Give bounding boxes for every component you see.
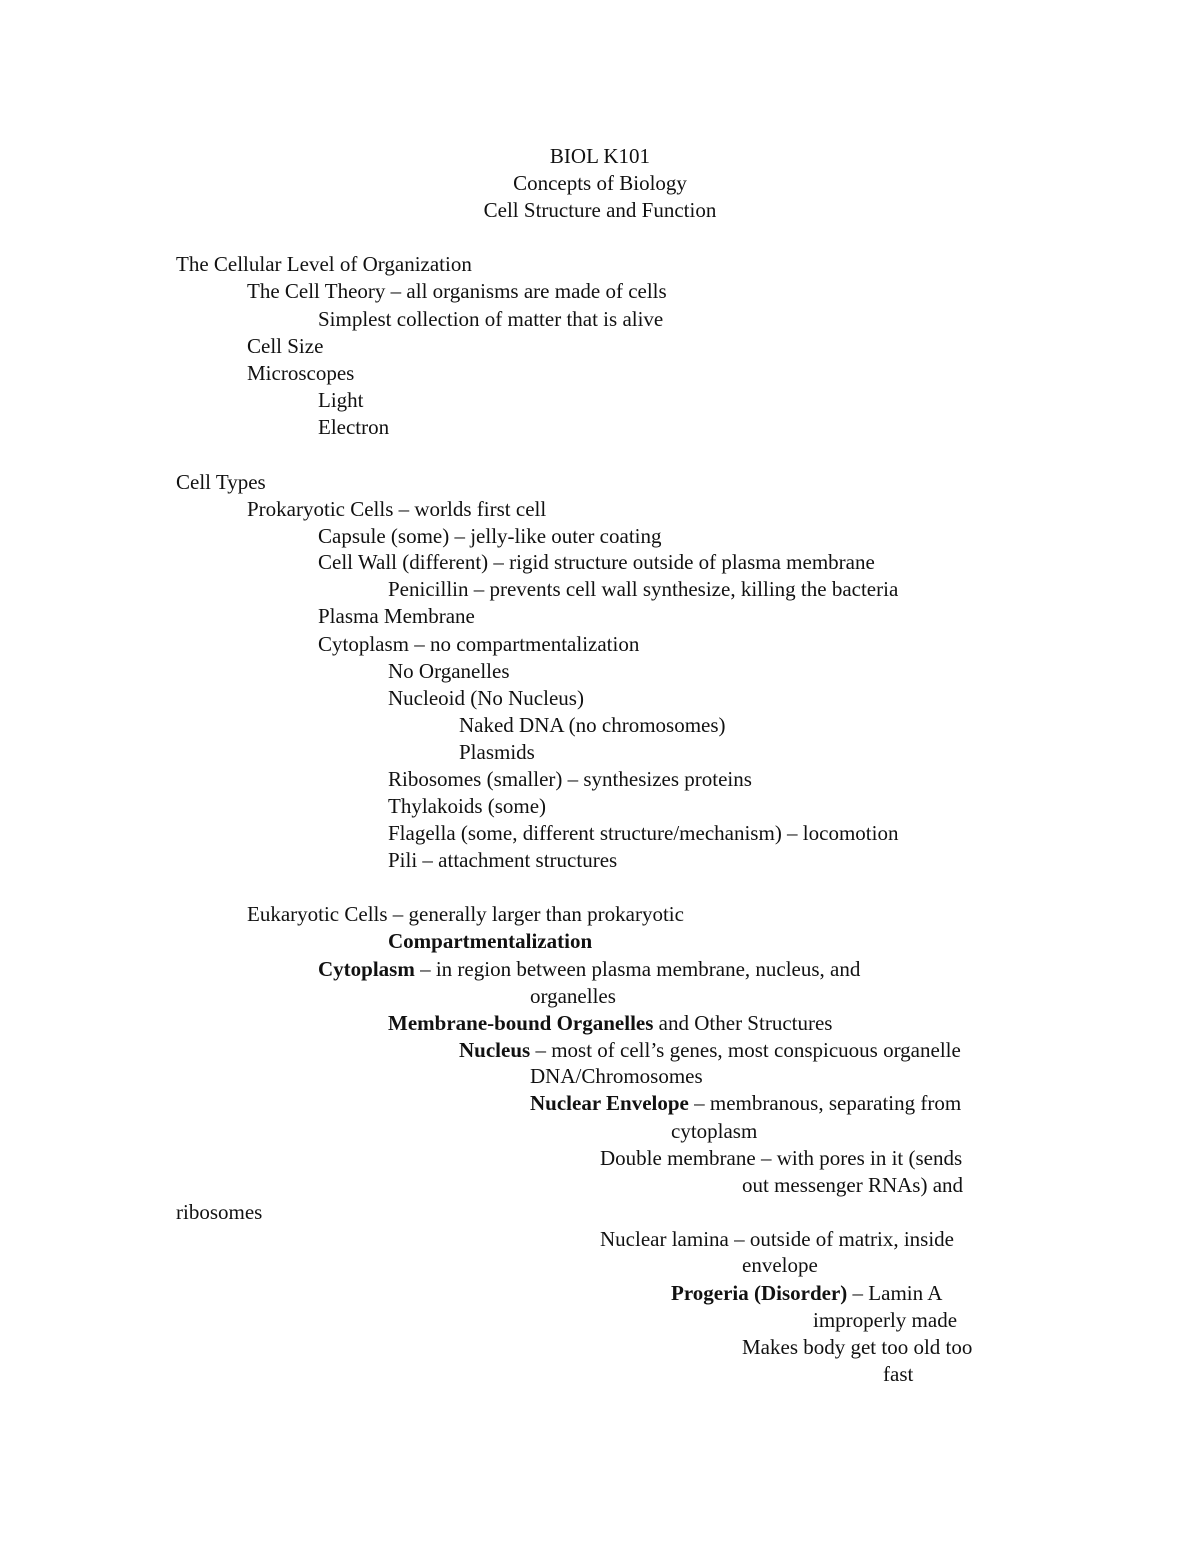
outline-item-cell-theory: The Cell Theory – all organisms are made of cells: [247, 279, 667, 303]
outline-item-capsule: Capsule (some) – jelly-like outer coating: [318, 524, 662, 548]
outline-item-envelope-cont: cytoplasm: [671, 1119, 758, 1143]
outline-item-makes-body-cont: fast: [883, 1362, 914, 1386]
course-code: BIOL K101: [549, 144, 651, 168]
document-topic: Cell Structure and Function: [483, 198, 717, 222]
outline-item-electron: Electron: [318, 415, 390, 439]
outline-item-no-organelles: No Organelles: [388, 659, 510, 683]
outline-item-progeria: Progeria (Disorder) – Lamin A: [671, 1281, 943, 1305]
outline-item-eukaryotic-cytoplasm: Cytoplasm – in region between plasma membrane, nucleus, and: [318, 957, 861, 981]
outline-item-penicillin: Penicillin – prevents cell wall synthesize, killing the bacteria: [388, 577, 899, 601]
outline-item-flagella: Flagella (some, different structure/mechanism) – locomotion: [388, 821, 899, 845]
outline-item-cytoplasm-cont: organelles: [530, 984, 616, 1008]
outline-item-cell-size: Cell Size: [247, 334, 324, 358]
section-heading-cellular-level: The Cellular Level of Organization: [176, 252, 472, 276]
outline-item-thylakoids: Thylakoids (some): [388, 794, 547, 818]
outline-item-nuclear-lamina: Nuclear lamina – outside of matrix, inside: [600, 1227, 954, 1251]
outline-item-double-membrane-cont: out messenger RNAs) and: [742, 1173, 964, 1197]
outline-item-eukaryotic: Eukaryotic Cells – generally larger than prokaryotic: [247, 902, 684, 926]
outline-item-nucleoid: Nucleoid (No Nucleus): [388, 686, 584, 710]
outline-item-double-membrane: Double membrane – with pores in it (sends: [600, 1146, 963, 1170]
outline-item-pili: Pili – attachment structures: [388, 848, 618, 872]
outline-item-nuclear-lamina-cont: envelope: [742, 1253, 818, 1277]
section-heading-cell-types: Cell Types: [176, 470, 266, 494]
outline-item-naked-dna: Naked DNA (no chromosomes): [459, 713, 726, 737]
outline-item-simplest: Simplest collection of matter that is alive: [318, 307, 664, 331]
outline-item-cytoplasm: Cytoplasm – no compartmentalization: [318, 632, 640, 656]
outline-item-ribosomes: Ribosomes (smaller) – synthesizes proteins: [388, 767, 752, 791]
outline-item-dna-chromosomes: DNA/Chromosomes: [530, 1064, 703, 1088]
outline-item-nuclear-envelope: Nuclear Envelope – membranous, separating from: [530, 1091, 962, 1115]
outline-item-progeria-cont: improperly made: [813, 1308, 958, 1332]
outline-item-plasma-membrane: Plasma Membrane: [318, 604, 475, 628]
course-title: Concepts of Biology: [513, 171, 687, 195]
outline-item-light: Light: [318, 388, 364, 412]
outline-item-nucleus: Nucleus – most of cell’s genes, most conspicuous organelle: [459, 1038, 961, 1062]
outline-item-cell-wall: Cell Wall (different) – rigid structure outside of plasma membrane: [318, 550, 875, 574]
outline-item-ribosomes-wrap: ribosomes: [176, 1200, 263, 1224]
outline-item-prokaryotic: Prokaryotic Cells – worlds first cell: [247, 497, 547, 521]
outline-item-makes-body: Makes body get too old too: [742, 1335, 973, 1359]
outline-item-membrane-bound: Membrane-bound Organelles and Other Structures: [388, 1011, 833, 1035]
outline-item-microscopes: Microscopes: [247, 361, 355, 385]
outline-item-compartmentalization: Compartmentalization: [388, 929, 593, 953]
outline-item-plasmids: Plasmids: [459, 740, 535, 764]
